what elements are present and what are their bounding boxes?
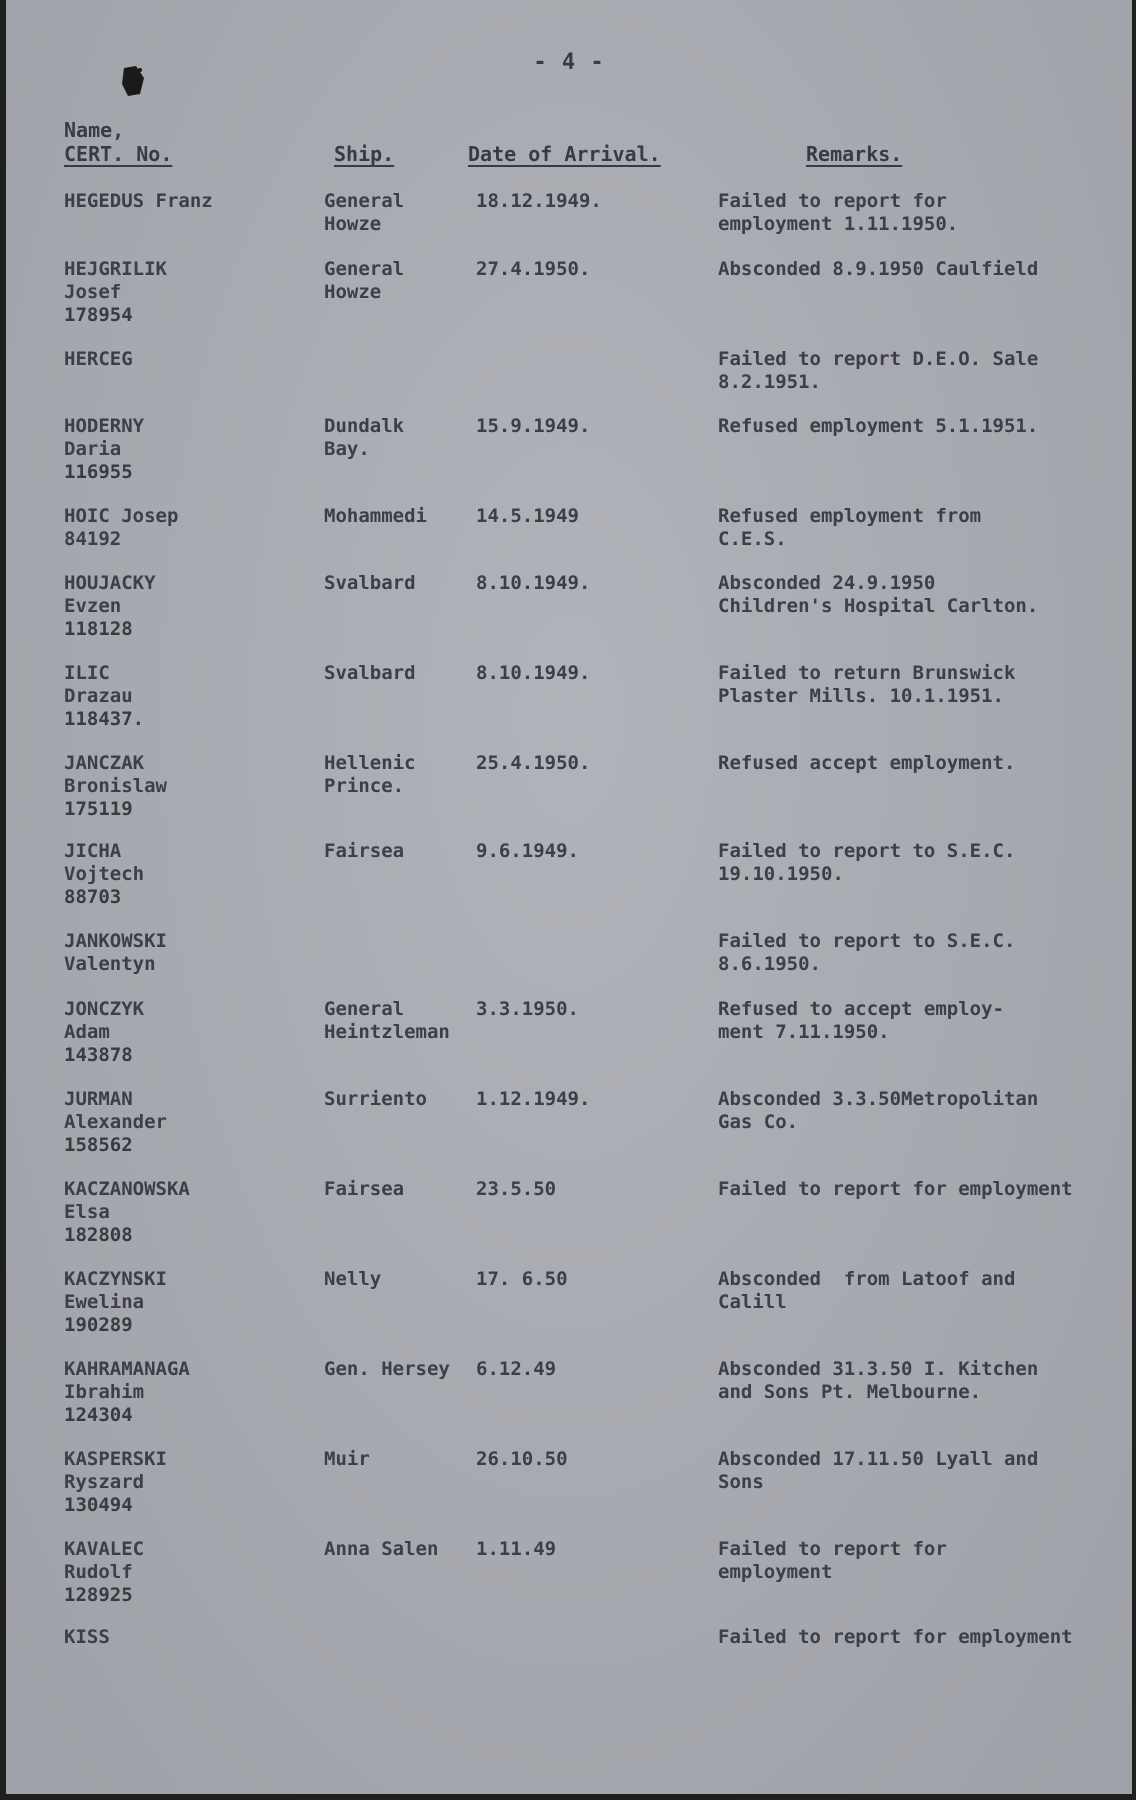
remarks-line: Absconded 8.9.1950 Caulfield [718,258,1039,280]
remarks-line: Absconded 24.9.1950 [718,572,936,594]
ship-cell [324,1538,484,1561]
ship-line: Howze [324,213,382,235]
record-row [6,1088,1132,1168]
ship-line: Anna Salen [324,1538,439,1560]
name-cell [64,1358,314,1427]
surname: HOIC Josep [64,505,179,527]
cert-number: 128925 [64,1584,133,1606]
remarks-line: Failed to report D.E.O. Sale [718,348,1039,370]
given-name: Rudolf [64,1561,133,1583]
header-ship: Ship. [334,142,395,166]
ship-cell [324,662,484,685]
remarks-line: Refused employment from [718,505,982,527]
given-name: Vojtech [64,863,145,885]
ship-line: Fairsea [324,840,405,862]
ship-cell [324,998,484,1044]
record-row [6,1268,1132,1348]
cert-number: 116955 [64,461,133,483]
remarks-line: Failed to report for employment [718,1626,1073,1648]
name-cell [64,662,314,731]
remarks-cell [718,752,1132,775]
given-name: Daria [64,438,122,460]
remarks-cell [718,415,1132,438]
header-date-of-arrival: Date of Arrival. [468,142,661,166]
remarks-line: Calill [718,1291,787,1313]
remarks-line: employment [718,1561,833,1583]
cert-number: 158562 [64,1134,133,1156]
given-name: Ibrahim [64,1381,145,1403]
remarks-line: Failed to report for [718,1538,947,1560]
given-name: Bronislaw [64,775,167,797]
name-cell [64,1448,314,1517]
name-cell [64,415,314,484]
remarks-line: employment 1.11.1950. [718,213,959,235]
arrival-date: 23.5.50 [476,1178,557,1200]
ship-line: Dundalk [324,415,405,437]
surname: HEJGRILIK [64,258,167,280]
remarks-line: Absconded 3.3.50Metropolitan [718,1088,1039,1110]
arrival-date: 1.12.1949. [476,1088,591,1110]
remarks-cell [718,1538,1132,1584]
arrival-date: 3.3.1950. [476,998,579,1020]
remarks-cell [718,1178,1132,1201]
cert-number: 124304 [64,1404,133,1426]
surname: ILIC [64,662,110,684]
record-row [6,1358,1132,1438]
cert-number: 175119 [64,798,133,820]
ship-line: Howze [324,281,382,303]
ship-line: General [324,998,405,1020]
cert-number: 178954 [64,304,133,326]
remarks-cell [718,662,1132,708]
arrival-date: 6.12.49 [476,1358,557,1380]
name-cell [64,1626,314,1649]
ship-line: Nelly [324,1268,382,1290]
cert-number: 143878 [64,1044,133,1066]
cert-number: 88703 [64,886,122,908]
remarks-line: Refused to accept employ- [718,998,1004,1020]
surname: JURMAN [64,1088,133,1110]
cert-number: 190289 [64,1314,133,1336]
ship-cell [324,1268,484,1291]
remarks-cell [718,258,1132,281]
remarks-line: Absconded 31.3.50 I. Kitchen [718,1358,1039,1380]
remarks-cell [718,1268,1132,1314]
name-cell [64,1268,314,1337]
ship-cell [324,415,484,461]
record-row [6,1538,1132,1618]
ship-line: Fairsea [324,1178,405,1200]
ship-cell [324,258,484,304]
surname: KACZANOWSKA [64,1178,190,1200]
name-cell [64,572,314,641]
name-cell [64,840,314,909]
remarks-cell [718,572,1132,618]
remarks-line: Gas Co. [718,1111,799,1133]
remarks-line: C.E.S. [718,528,787,550]
ship-line: Muir [324,1448,370,1470]
surname: JANKOWSKI [64,930,167,952]
arrival-date: 18.12.1949. [476,190,602,212]
remarks-cell [718,1626,1132,1649]
remarks-cell [718,1448,1132,1494]
cert-number: 182808 [64,1224,133,1246]
surname: JICHA [64,840,122,862]
cert-number: 130494 [64,1494,133,1516]
page-number: - 4 - [533,50,605,75]
remarks-line: Absconded 17.11.50 Lyall and [718,1448,1039,1470]
ship-cell [324,505,484,528]
ship-line: General [324,190,405,212]
remarks-line: ment 7.11.1950. [718,1021,890,1043]
given-name: Ryszard [64,1471,145,1493]
document-page [6,0,1132,1794]
remarks-line: Failed to report for employment [718,1178,1073,1200]
arrival-date: 14.5.1949 [476,505,579,527]
arrival-date: 26.10.50 [476,1448,568,1470]
remarks-line: Failed to report to S.E.C. [718,930,1016,952]
ship-cell [324,1178,484,1201]
remarks-cell [718,998,1132,1044]
ship-cell [324,1358,484,1381]
ship-line: Prince. [324,775,405,797]
surname: KISS [64,1626,110,1648]
ship-line: Surriento [324,1088,427,1110]
remarks-line: Failed to return Brunswick [718,662,1016,684]
ship-line: Gen. Hersey [324,1358,450,1380]
surname: KAHRAMANAGA [64,1358,190,1380]
surname: JANCZAK [64,752,145,774]
record-row [6,752,1132,832]
surname: JONCZYK [64,998,145,1020]
name-cell [64,258,314,327]
surname: HERCEG [64,348,133,370]
ship-line: Bay. [324,438,370,460]
header-name: Name, [64,118,125,142]
arrival-date: 25.4.1950. [476,752,591,774]
remarks-line: Refused accept employment. [718,752,1016,774]
remarks-line: Sons [718,1471,764,1493]
given-name: Evzen [64,595,122,617]
remarks-cell [718,348,1132,394]
record-row [6,258,1132,338]
surname: HEGEDUS Franz [64,190,213,212]
remarks-cell [718,190,1132,236]
remarks-line: 8.2.1951. [718,371,821,393]
remarks-line: and Sons Pt. Melbourne. [718,1381,982,1403]
remarks-line: 19.10.1950. [718,863,844,885]
ship-line: Hellenic [324,752,416,774]
name-cell [64,1178,314,1247]
given-name: 84192 [64,528,122,550]
record-row [6,572,1132,652]
arrival-date: 27.4.1950. [476,258,591,280]
ship-cell [324,752,484,798]
remarks-line: Plaster Mills. 10.1.1951. [718,685,1004,707]
arrival-date: 8.10.1949. [476,572,591,594]
ship-cell [324,840,484,863]
name-cell [64,190,314,213]
record-row [6,415,1132,495]
surname: HODERNY [64,415,145,437]
ship-line: Svalbard [324,662,416,684]
remarks-cell [718,1088,1132,1134]
surname: HOUJACKY [64,572,156,594]
cert-number: 118437. [64,708,145,730]
arrival-date: 9.6.1949. [476,840,579,862]
name-cell [64,348,314,371]
remarks-line: Failed to report for [718,190,947,212]
remarks-line: Failed to report to S.E.C. [718,840,1016,862]
records-list [6,0,1132,1794]
remarks-cell [718,505,1132,551]
given-name: Ewelina [64,1291,145,1313]
remarks-cell [718,930,1132,976]
given-name: Josef [64,281,122,303]
name-cell [64,998,314,1067]
arrival-date: 1.11.49 [476,1538,557,1560]
arrival-date: 17. 6.50 [476,1268,568,1290]
ship-line: General [324,258,405,280]
name-cell [64,930,314,976]
given-name: Adam [64,1021,110,1043]
ship-cell [324,190,484,236]
name-cell [64,505,314,551]
ship-cell [324,572,484,595]
record-row [6,1178,1132,1258]
name-cell [64,1088,314,1157]
given-name: Valentyn [64,953,156,975]
remarks-line: Children's Hospital Carlton. [718,595,1039,617]
record-row [6,1448,1132,1528]
ship-line: Svalbard [324,572,416,594]
given-name: Elsa [64,1201,110,1223]
record-row [6,662,1132,742]
arrival-date: 8.10.1949. [476,662,591,684]
remarks-cell [718,1358,1132,1404]
record-row [6,998,1132,1078]
ship-line: Heintzleman [324,1021,450,1043]
arrival-date: 15.9.1949. [476,415,591,437]
surname: KASPERSKI [64,1448,167,1470]
surname: KAVALEC [64,1538,145,1560]
remarks-line: Refused employment 5.1.1951. [718,415,1039,437]
header-cert-no: CERT. No. [64,142,173,166]
ship-cell [324,1448,484,1471]
record-row [6,1626,1132,1706]
cert-number: 118128 [64,618,133,640]
remarks-line: 8.6.1950. [718,953,821,975]
given-name: Alexander [64,1111,167,1133]
given-name: Drazau [64,685,133,707]
ship-cell [324,1088,484,1111]
surname: KACZYNSKI [64,1268,167,1290]
ship-line: Mohammedi [324,505,427,527]
header-remarks: Remarks. [806,142,903,166]
name-cell [64,1538,314,1607]
remarks-line: Absconded from Latoof and [718,1268,1016,1290]
name-cell [64,752,314,821]
remarks-cell [718,840,1132,886]
record-row [6,840,1132,920]
